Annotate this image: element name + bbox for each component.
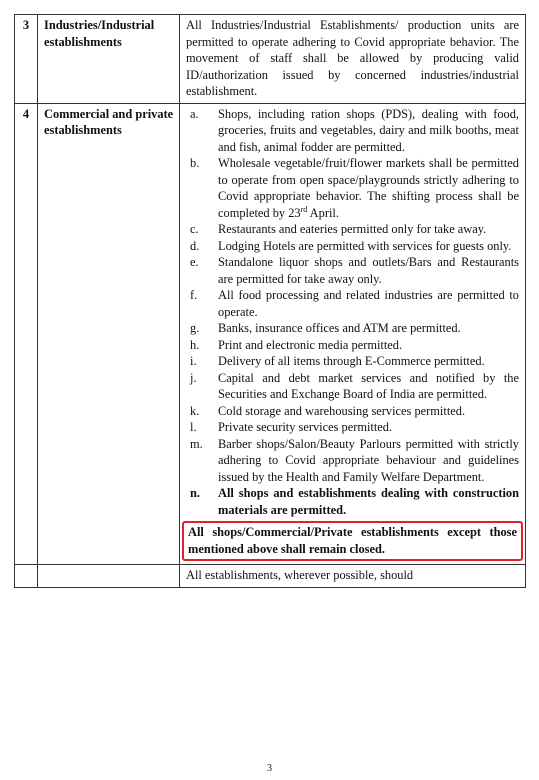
item-text: Delivery of all items through E-Commerce permitted. [218,354,485,368]
item-text-superscript: rd [300,204,308,214]
list-item [186,436,519,486]
item-letter: l. [190,420,197,434]
item-text: Private security services permitted. [218,420,393,434]
item-text: Banks, insurance offices and ATM are permitted. [218,321,461,335]
list-item [186,320,519,337]
item-text: All food processing and related industries are permitted to operate. [218,288,519,319]
item-letter: a. [190,106,199,121]
item-letter: j. [190,370,197,385]
item-letter: h. [190,337,200,352]
category-label [38,565,180,588]
closed-establishments-notice: All shops/Commercial/Private establishments except those mentioned above shall remain closed. [182,521,523,561]
list-item [186,254,519,287]
list-item [186,221,519,238]
item-text: Barber shops/Salon/Beauty Parlours permitted with strictly adhering to Covid appropriate behaviour and guidelines issued by the Health and Family Welfare Department. [218,436,519,484]
list-item [186,485,519,518]
item-letter: i. [190,354,197,368]
item-letter: b. [190,156,200,170]
table-row [15,103,526,565]
item-text: Print and electronic media permitted. [218,337,403,352]
row-number: 3 [15,15,38,104]
item-text: Shops, including ration shops (PDS), dealing with food, groceries, fruits and vegetables, dairy and milk booths, meat and fish, animal fodder are permitted. [218,106,519,154]
category-label: Commercial and private establishments [38,103,180,565]
list-item [186,287,519,320]
item-letter: d. [190,238,200,253]
item-text: Cold storage and warehousing services permitted. [218,403,466,418]
item-text-tail: April. [307,205,339,220]
item-letter: f. [190,288,198,302]
list-item [186,155,519,221]
category-label: Industries/Industrial establishments [38,15,180,104]
list-item [186,337,519,354]
list-item [186,403,519,420]
list-item [186,353,519,370]
item-text: Restaurants and eateries permitted only for take away. [218,222,487,236]
list-item [186,238,519,255]
row-description: All Industries/Industrial Establishments/ production units are permitted to operate adhering to Covid appropriate behavior. The movement of staff shall be allowed by producing valid ID/authorization issued by concerned industries/industrial establishment. [180,15,526,104]
item-letter: g. [190,321,200,335]
list-item [186,370,519,403]
row-number [15,565,38,588]
row-description [180,103,526,565]
list-item [186,419,519,436]
regulations-table [14,14,526,588]
permitted-items-list [186,106,519,519]
row-description: All establishments, wherever possible, should [180,565,526,588]
item-letter: c. [190,222,199,236]
item-letter: e. [190,255,199,269]
item-text: All shops and establishments dealing with construction materials are permitted. [218,486,519,517]
table-row [15,565,526,588]
item-letter: m. [190,436,203,451]
item-text [218,155,519,221]
item-letter: k. [190,403,200,418]
item-text: Standalone liquor shops and outlets/Bars and Restaurants are permitted for take away only. [218,255,519,286]
item-text: Lodging Hotels are permitted with services for guests only. [218,238,512,253]
table-row [15,15,526,104]
item-letter: n. [190,486,200,500]
item-text: Capital and debt market services and notified by the Securities and Exchange Board of India are permitted. [218,370,519,401]
list-item [186,106,519,156]
row-number: 4 [15,103,38,565]
page-number: 3 [267,763,272,774]
item-text-main: Wholesale vegetable/fruit/flower markets shall be permitted to operate from open space/playgrounds strictly adhering to Covid appropriate behavior. The shifting process shall be completed by 23 [218,156,519,220]
